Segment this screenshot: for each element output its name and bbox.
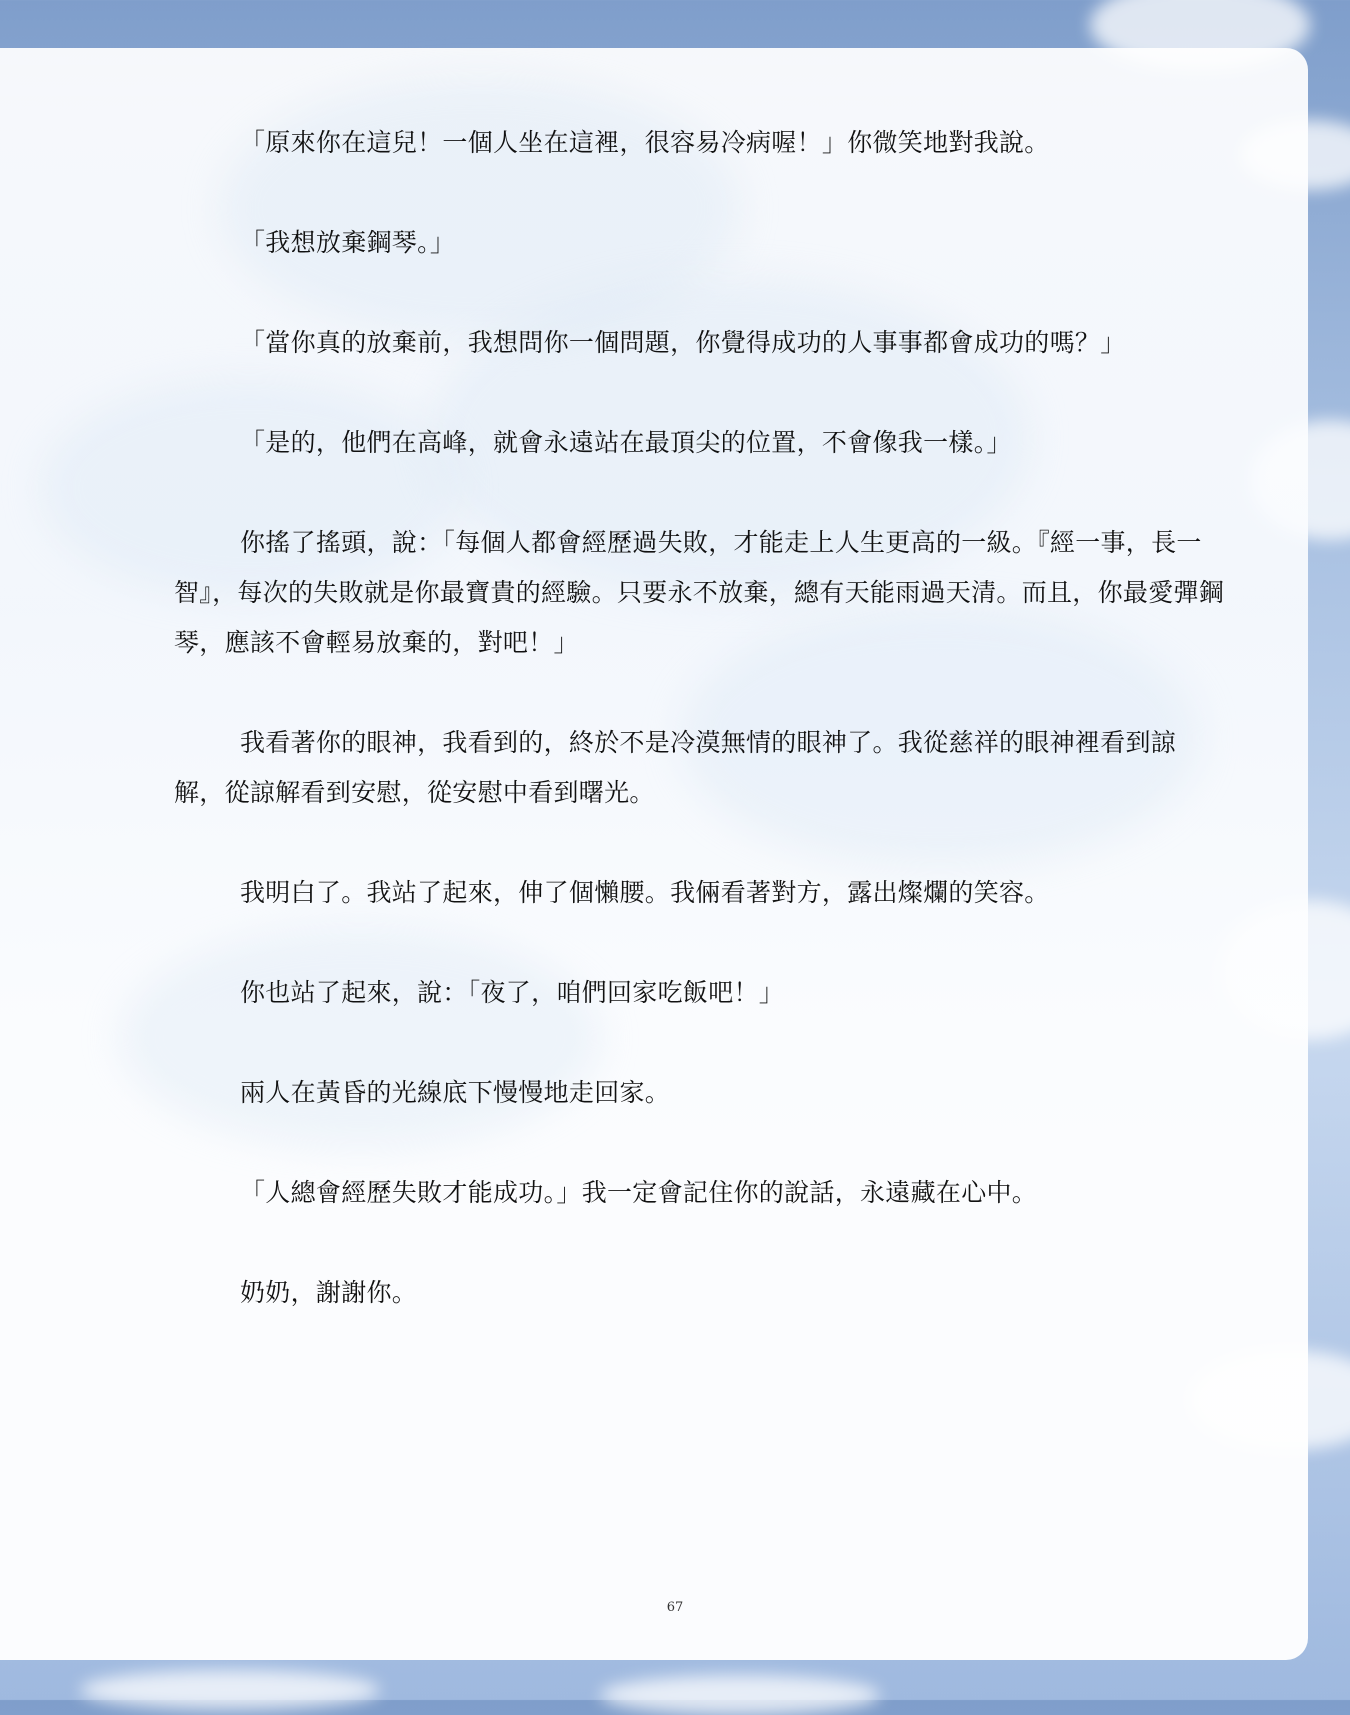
paragraph: 你也站了起來，說：「夜了，咱們回家吃飯吧！」 [240, 978, 785, 1007]
sky-cloud [80, 1670, 380, 1710]
paragraph: 「當你真的放棄前，我想問你一個問題，你覺得成功的人事事都會成功的嗎？」 [240, 328, 1126, 357]
paragraph: 兩人在黃昏的光線底下慢慢地走回家。 [240, 1078, 671, 1107]
paragraph: 「我想放棄鋼琴。」 [240, 228, 456, 257]
paragraph: 「原來你在這兒！一個人坐在這裡，很容易冷病喔！」你微笑地對我說。 [240, 128, 1050, 157]
paragraph: 奶奶，謝謝你。 [240, 1278, 418, 1307]
page-number: 67 [666, 1600, 684, 1615]
paragraph: 「是的，他們在高峰，就會永遠站在最頂尖的位置，不會像我一樣。」 [240, 428, 1012, 457]
paragraph: 「人總會經歷失敗才能成功。」我一定會記住你的說話，永遠藏在心中。 [240, 1178, 1038, 1207]
paragraph: 你搖了搖頭，說：「每個人都會經歷過失敗，才能走上人生更高的一級。『經一事，長一智』，每次的失敗就是你最寶貴的經驗。只要永不放棄，總有天能雨過天清。而且，你最愛彈鋼琴，應該不會輕易放棄的，對吧！」 [174, 528, 1225, 657]
story-text [174, 118, 1226, 1318]
sky-cloud [600, 1675, 880, 1715]
paragraph: 我明白了。我站了起來，伸了個懶腰。我倆看著對方，露出燦爛的笑容。 [240, 878, 1050, 907]
paragraph: 我看著你的眼神，我看到的，終於不是冷漠無情的眼神了。我從慈祥的眼神裡看到諒解，從諒解看到安慰，從安慰中看到曙光。 [174, 728, 1177, 807]
